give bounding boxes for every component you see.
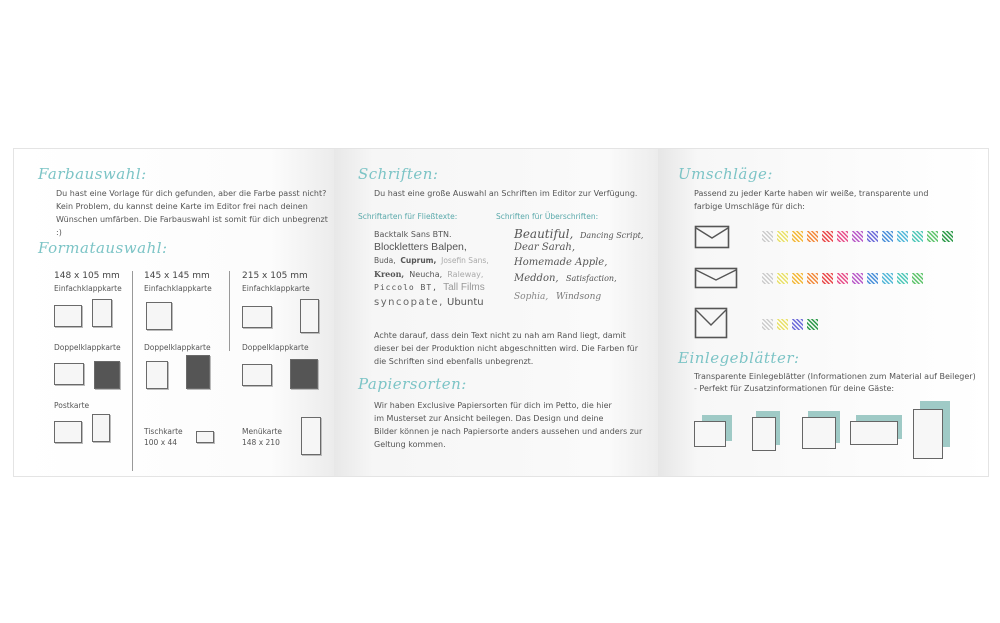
papiersorten-heading: Papiersorten: (358, 375, 467, 393)
font-sample: Backtalk Sans BTN. (374, 230, 452, 239)
color-swatch (897, 273, 908, 284)
hinweis-text: Achte darauf, dass dein Text nicht zu nah am Rand liegt, damit dieser bei der Produktion nicht abgeschnitten wird. Die Farben für die Schriften sind ebenfalls unbegrenzt. (374, 331, 639, 366)
postkarte-label: Postkarte (54, 401, 90, 410)
insert-sheet (850, 421, 898, 445)
umschlaege-text: Passend zu jeder Karte haben wir weiße, transparente und farbige Umschläge für dich: (694, 189, 929, 211)
papiersorten-text: Wir haben Exclusive Papiersorten für dich im Petto, die hier im Musterset zur Ansicht beilegen. Das Design und deine Bilder können je nach Papiersorte anders aussehen und anders zur Geltung kommen. (374, 401, 643, 449)
script-font-sample: Meddon, (514, 273, 559, 284)
color-swatch (777, 273, 788, 284)
color-swatch (852, 231, 863, 242)
envelope-icon (694, 307, 728, 339)
color-swatch (942, 231, 953, 242)
color-swatch (897, 231, 908, 242)
menukarte-label: Menükarte (242, 427, 283, 436)
card-icon (54, 421, 82, 443)
format-label-3: Einfachklappkarte (242, 284, 310, 293)
color-swatch (762, 319, 773, 330)
color-swatch (867, 273, 878, 284)
doppel-label-2: Doppelklappkarte (144, 343, 211, 352)
color-swatch (792, 231, 803, 242)
insert-sheet (802, 417, 836, 449)
schriften-heading: Schriften: (358, 165, 439, 183)
card-icon (301, 417, 321, 455)
panel-schriften-papier (334, 149, 658, 476)
format-label-1: Einfachklappkarte (54, 284, 122, 293)
color-swatch (822, 231, 833, 242)
color-swatch (777, 319, 788, 330)
insert-sheet (694, 421, 726, 447)
color-swatches-row-2 (762, 273, 962, 285)
envelope-icon (694, 225, 730, 249)
format-size-2: 145 x 145 mm (144, 271, 210, 281)
envelope-icon (694, 267, 738, 289)
card-icon (196, 431, 214, 443)
card-icon (54, 305, 82, 327)
card-icon (186, 355, 210, 389)
color-swatch (912, 231, 923, 242)
script-font-sample: Sophia, (514, 292, 549, 302)
card-icon (94, 361, 120, 389)
column-divider (229, 271, 230, 351)
color-swatch (792, 319, 803, 330)
font-sample: Piccolo BT, Tall Films (374, 282, 485, 293)
menukarte-size: 148 x 210 (242, 438, 280, 447)
color-swatch (807, 231, 818, 242)
color-swatch (852, 273, 863, 284)
card-icon (242, 306, 272, 328)
color-swatch (867, 231, 878, 242)
format-size-1: 148 x 105 mm (54, 271, 120, 281)
doppel-label-1: Doppelklappkarte (54, 343, 121, 352)
script-font-sample: Dear Sarah, (514, 242, 576, 253)
color-swatch (762, 231, 773, 242)
card-icon (92, 299, 112, 327)
card-icon (146, 302, 172, 330)
panel-umschlaege-einlege (658, 149, 988, 476)
farbauswahl-text: Du hast eine Vorlage für dich gefunden, aber die Farbe passt nicht? Kein Problem, du kannst deine Karte im Editor frei nach deinen Wünschen umfärben. Die Farbauswahl ist somit für dich unbegrenzt :) (56, 189, 328, 237)
card-icon (300, 299, 319, 333)
format-label-2: Einfachklappkarte (144, 284, 212, 293)
color-swatches-row-1 (762, 231, 962, 243)
color-swatch (882, 231, 893, 242)
color-swatch (882, 273, 893, 284)
script-font-sample: Satisfaction, (566, 274, 617, 283)
column-divider (132, 271, 133, 471)
color-swatch (927, 231, 938, 242)
ueberschrift-label: Schriften für Überschriften: (496, 212, 599, 221)
tischkarte-size: 100 x 44 (144, 438, 178, 447)
brochure (13, 148, 989, 477)
color-swatches-row-3 (762, 319, 962, 331)
tischkarte-label: Tischkarte (144, 427, 183, 436)
color-swatch (837, 273, 848, 284)
card-icon (242, 364, 272, 386)
color-swatch (837, 231, 848, 242)
card-icon (54, 363, 84, 385)
font-sample: Buda, Cuprum, Josefin Sans, (374, 256, 489, 265)
color-swatch (777, 231, 788, 242)
format-size-3: 215 x 105 mm (242, 271, 308, 281)
font-sample: syncopate, Ubuntu (374, 297, 484, 308)
fliesstext-label: Schriftarten für Fließtexte: (358, 212, 458, 221)
insert-sheet (752, 417, 776, 451)
script-font-sample: Windsong (556, 292, 602, 302)
einlegeblaetter-heading: Einlegeblätter: (678, 349, 800, 367)
font-sample: Kreon, Neucha, Raleway, (374, 269, 484, 279)
color-swatch (762, 273, 773, 284)
color-swatch (822, 273, 833, 284)
farbauswahl-heading: Farbauswahl: (38, 165, 147, 183)
doppel-label-3: Doppelklappkarte (242, 343, 309, 352)
formatauswahl-heading: Formatauswahl: (38, 239, 168, 257)
color-swatch (807, 319, 818, 330)
script-font-sample: Homemade Apple, (514, 257, 608, 268)
font-sample: Blockletters Balpen, (374, 241, 467, 253)
color-swatch (807, 273, 818, 284)
schriften-text: Du hast eine große Auswahl an Schriften im Editor zur Verfügung. (374, 189, 638, 198)
color-swatch (792, 273, 803, 284)
panel-farbauswahl-format (14, 149, 334, 476)
insert-sheet (913, 409, 943, 459)
card-icon (92, 414, 110, 442)
einlegeblaetter-text: Transparente Einlegeblätter (Informationen zum Material auf Beileger) - Perfekt für Zusatzinformationen für deine Gäste: (694, 372, 976, 393)
color-swatch (912, 273, 923, 284)
umschlaege-heading: Umschläge: (678, 165, 773, 183)
script-font-sample: Dancing Script, (580, 231, 644, 240)
card-icon (290, 359, 318, 389)
script-font-sample: Beautiful, (514, 227, 574, 241)
card-icon (146, 361, 168, 389)
